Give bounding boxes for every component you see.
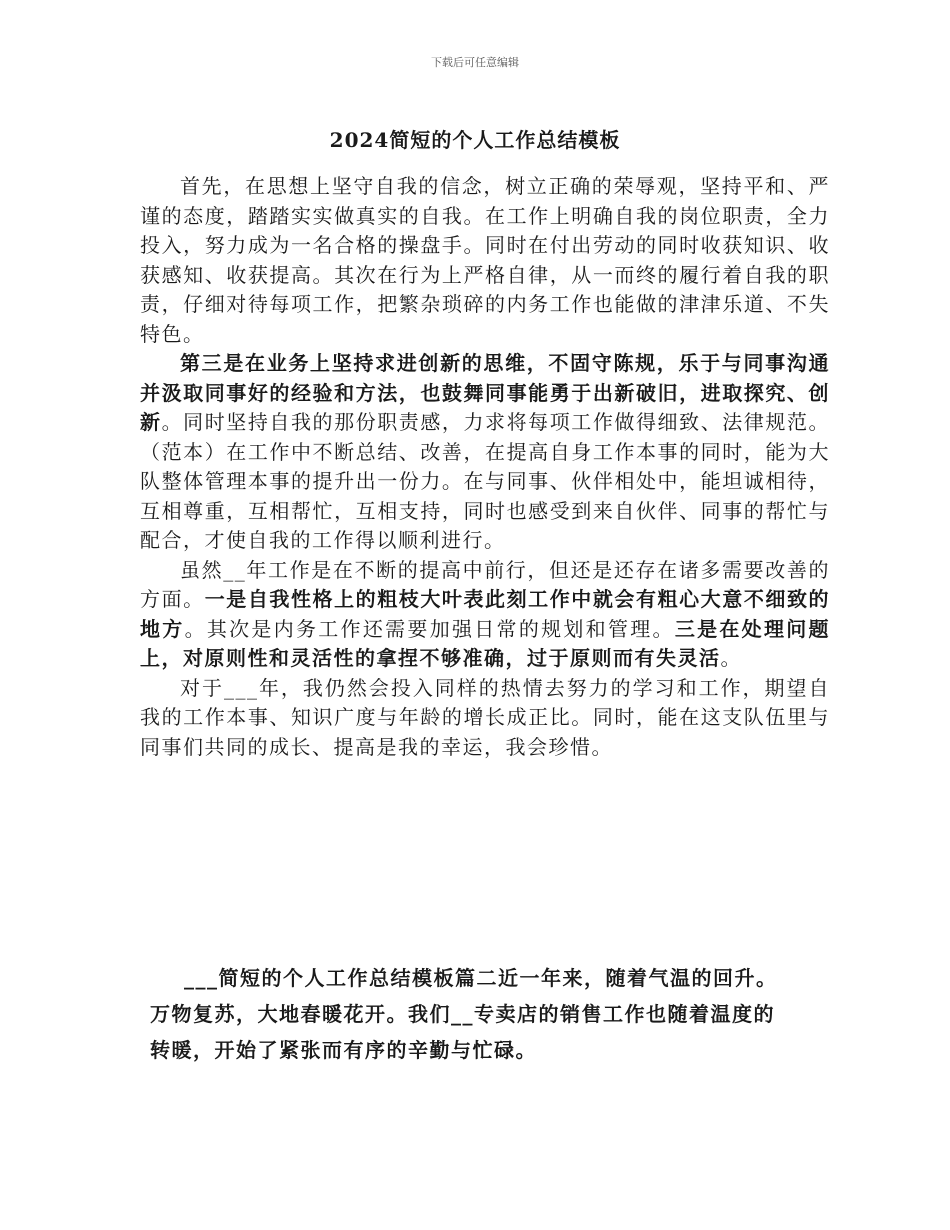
paragraph-1: 首先，在思想上坚守自我的信念，树立正确的荣辱观，坚持平和、严谨的态度，踏踏实实做真实的自我。在工作上明确自我的岗位职责，全力投入，努力成为一名合格的操盘手。同时在付出劳动的同时收获知识、收获感知、收获提高。其次在行为上严格自律，从一而终的履行着自我的职责，仔细对待每项工作，把繁杂琐碎的内务工作也能做的津津乐道、不失特色。 — [140, 174, 830, 346]
section-two-line-1: ___简短的个人工作总结模板篇二近一年来，随着气温的回升。 — [184, 966, 778, 990]
section-two-line-2: 万物复苏，大地春暖花开。我们__专卖店的销售工作也随着温度的 — [150, 1002, 775, 1026]
document-body — [140, 172, 830, 762]
paragraph-3-d-bold: 三是在处理问题上，对原则性和灵活性的拿捏不够准确，过于原则而有失灵活 — [140, 616, 831, 670]
header-note: 下载后可任意编辑 — [431, 56, 519, 69]
paragraph-3-a: 虽然__年工作是在不断的提高中前行，但还是还存在诸多需要改善的方面。 — [140, 557, 830, 611]
document-title: 2024简短的个人工作总结模板 — [329, 128, 621, 152]
paragraph-3 — [140, 556, 830, 674]
paragraph-4: 对于___年，我仍然会投入同样的热情去努力的学习和工作，期望自我的工作本事、知识广度与年龄的增长成正比。同时，能在这支队伍里与同事们共同的成长、提高是我的幸运，我会珍惜。 — [140, 675, 830, 759]
paragraph-3-c: 。其次是内务工作还需要加强日常的规划和管理。 — [184, 616, 675, 641]
paragraph-2-bold: 第三是在业务上坚持求进创新的思维，不固守陈规，乐于与同事沟通并汲取同事好的经验和方法，也鼓舞同事能勇于出新破旧，进取探究、创新 — [140, 351, 830, 434]
paragraph-2 — [140, 349, 830, 556]
paragraph-2-rest: 。同时坚持自我的那份职责感，力求将每项工作做得细致、法律规范。（范本）在工作中不断总结、改善，在提高自身工作本事的同时，能为大队整体管理本事的提升出一份力。在与同事、伙伴相处中，能坦诚相待，互相尊重，互相帮忙，互相支持，同时也感受到来自伙伴、同事的帮忙与配合，才使自我的工作得以顺利进行。 — [140, 410, 831, 552]
paragraph-3-b-bold: 一是自我性格上的粗枝大叶表此刻工作中就会有粗心大意不细致的地方 — [140, 587, 831, 641]
paragraph-3-e: 。 — [720, 646, 742, 670]
section-two-line-3: 转暖，开始了紧张而有序的辛勤与忙碌。 — [150, 1038, 537, 1062]
section-two — [150, 960, 830, 1068]
